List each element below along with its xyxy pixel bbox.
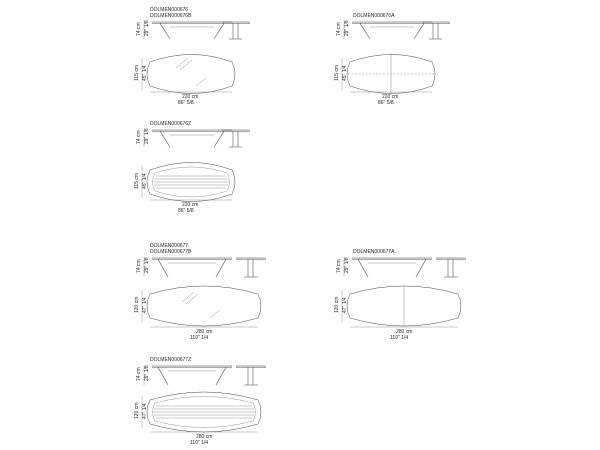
depth-in-label: 47" 1/4 [142,297,148,313]
plan-view [347,53,435,95]
width-in-label: 110" 1/4 [190,440,209,446]
table-drawing [330,256,490,336]
product-code: DOLMEN000677B [150,249,192,255]
front-view [352,22,432,39]
width-in-label: 86" 5/8 [178,208,194,214]
plan-view [147,163,235,202]
product-code: DOLMEN000676B [150,13,192,19]
side-view [222,130,250,147]
side-view [236,258,266,277]
side-view [436,258,466,277]
front-view [152,22,232,39]
table-drawing [130,256,290,336]
table-drawing [130,20,260,100]
width-in-label: 110" 1/4 [190,335,209,341]
depth-in-label: 45" 1/4 [142,173,148,189]
width-in-label: 86" 5/8 [378,100,394,106]
product-code: DOLMEN000676 [150,7,189,13]
height-cm-label: 74 cm [336,259,342,273]
width-cm-label: 220 cm [382,94,399,100]
width-cm-label: 220 cm [182,202,199,208]
plan-view [147,286,261,326]
front-view [152,258,232,277]
plan-view [347,286,461,326]
depth-in-label: 47" 1/4 [342,297,348,313]
plan-view [147,392,261,432]
front-view [352,258,432,277]
depth-cm-label: 115 cm [334,64,340,81]
width-cm-label: 280 cm [196,434,213,440]
height-cm-label: 74 cm [136,22,142,36]
height-cm-label: 74 cm [336,22,342,36]
table-drawing [130,128,260,208]
side-view [222,22,250,39]
height-in-label: 29" 1/8 [144,257,150,273]
height-cm-label: 74 cm [136,130,142,144]
product-code: DOLMEN000677 [150,243,189,249]
width-cm-label: 220 cm [182,94,199,100]
height-cm-label: 74 cm [136,367,142,381]
depth-cm-label: 120 cm [334,296,340,313]
product-code: DOLMEN000676A [353,13,395,19]
table-drawing [330,20,460,100]
depth-in-label: 45" 1/4 [342,65,348,81]
height-cm-label: 74 cm [136,259,142,273]
height-in-label: 29" 1/8 [344,257,350,273]
width-cm-label: 280 cm [196,329,213,335]
table-drawing [130,364,290,444]
plan-view [147,55,235,94]
height-in-label: 29" 1/8 [144,365,150,381]
width-in-label: 86" 5/8 [178,100,194,106]
product-code: DOLMEN000677Z [150,357,192,363]
depth-cm-label: 115 cm [134,172,140,189]
height-in-label: 29" 1/8 [344,20,350,36]
height-in-label: 29" 1/8 [144,20,150,36]
side-view [422,22,450,39]
height-in-label: 29" 1/8 [144,128,150,144]
width-cm-label: 280 cm [396,329,413,335]
depth-cm-label: 115 cm [134,64,140,81]
depth-cm-label: 120 cm [134,296,140,313]
product-code: DOLMEN000677A [353,249,395,255]
side-view [236,366,266,385]
depth-in-label: 47" 1/4 [142,403,148,419]
front-view [152,366,232,385]
front-view [152,130,232,147]
depth-cm-label: 120 cm [134,402,140,419]
depth-in-label: 45" 1/4 [142,65,148,81]
product-code: DOLMEN000676Z [150,121,192,127]
width-in-label: 110" 1/4 [390,335,409,341]
